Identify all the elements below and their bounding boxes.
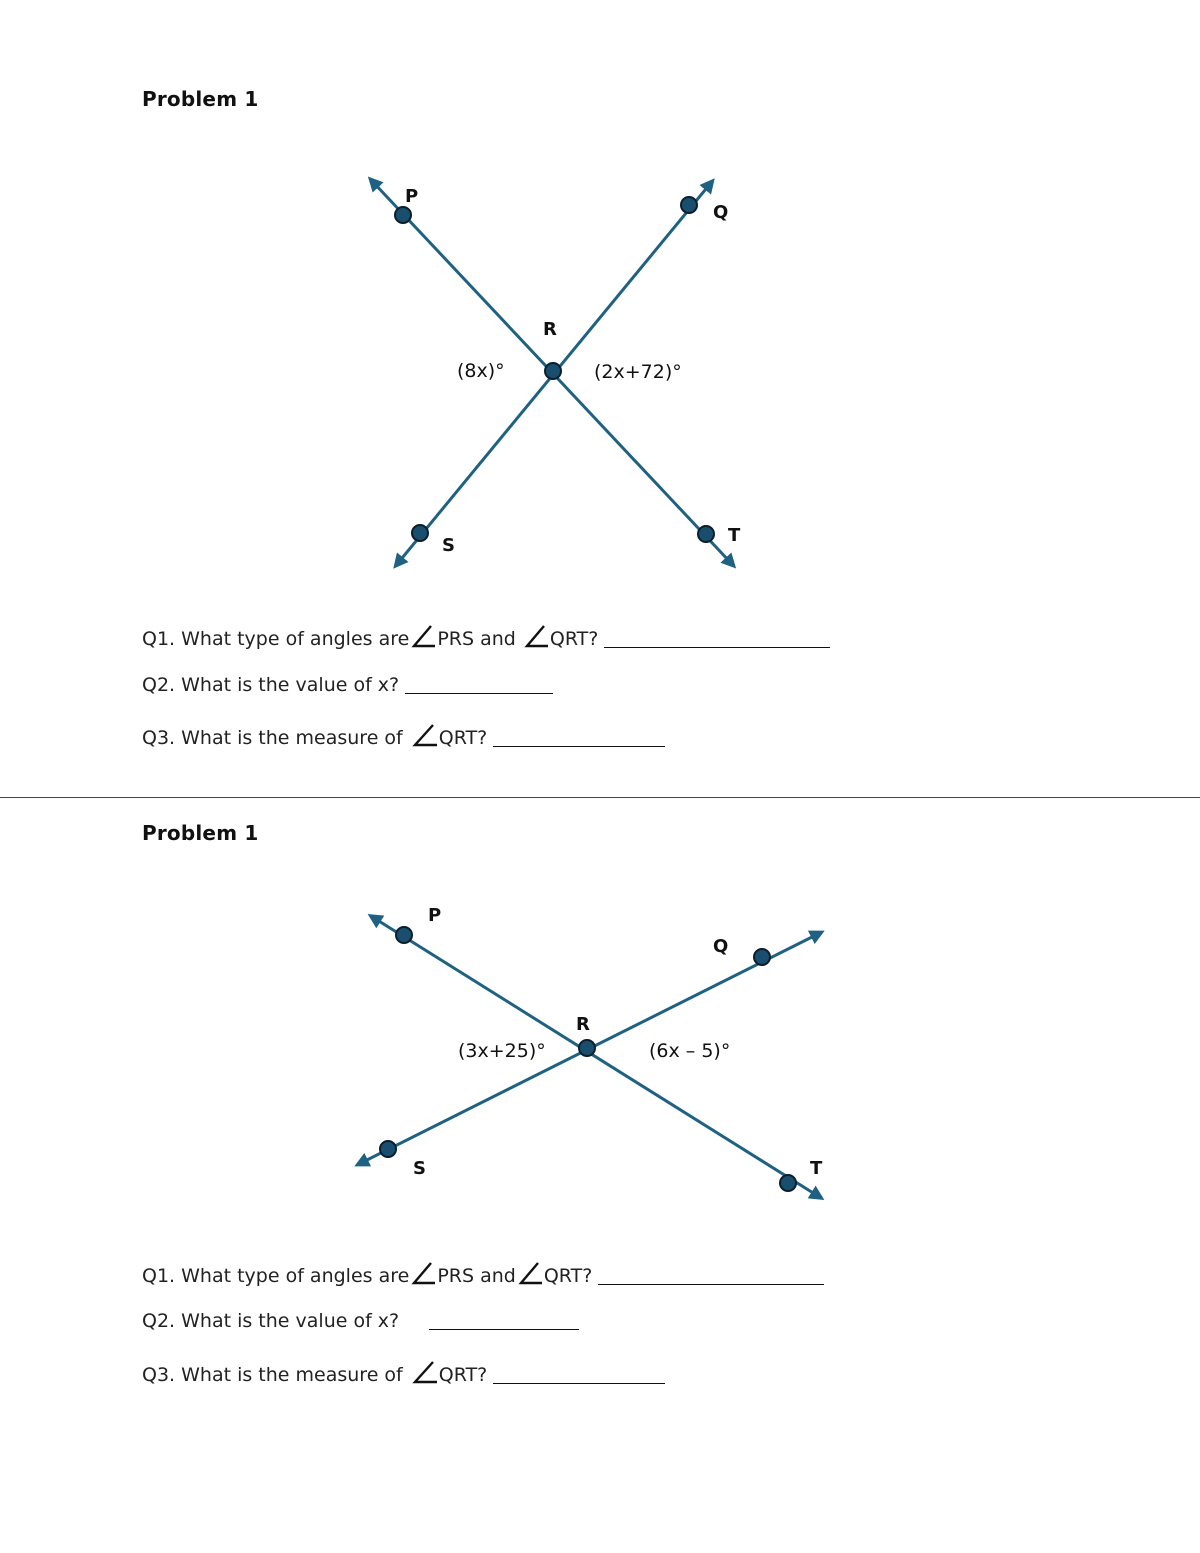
problem-title: Problem 1 (142, 821, 259, 845)
label-p: P (428, 905, 442, 926)
label-r: R (576, 1014, 590, 1035)
point-t (780, 1175, 796, 1191)
label-q: Q (713, 936, 729, 957)
angle-icon (518, 1261, 542, 1285)
line-pt (374, 918, 818, 1196)
label-s: S (413, 1158, 426, 1179)
angle-label-right: (2x+72)° (594, 361, 682, 383)
angle-label-left: (3x+25)° (458, 1040, 546, 1062)
answer-blank[interactable] (598, 1266, 824, 1285)
point-q (754, 949, 770, 965)
angle-icon (411, 1360, 437, 1384)
angle-label-left: (8x)° (457, 360, 505, 382)
question-1: Q1. What type of angles are PRS and QRT? (142, 624, 830, 650)
question-3: Q3. What is the measure of QRT? (142, 1360, 665, 1386)
question-2: Q2. What is the value of x? (142, 1310, 579, 1332)
question-2: Q2. What is the value of x? (142, 674, 553, 696)
answer-blank[interactable] (429, 1311, 579, 1330)
label-s: S (442, 535, 455, 556)
label-t: T (810, 1158, 823, 1179)
angle-icon (411, 1261, 435, 1285)
label-t: T (728, 525, 741, 546)
problem-title: Problem 1 (142, 87, 259, 111)
point-r (579, 1040, 595, 1056)
label-q: Q (713, 202, 729, 223)
point-s (380, 1141, 396, 1157)
label-r: R (543, 319, 557, 340)
question-3: Q3. What is the measure of QRT? (142, 723, 665, 749)
question-1: Q1. What type of angles are PRS and QRT? (142, 1261, 824, 1287)
point-p (396, 927, 412, 943)
label-p: P (405, 186, 419, 207)
answer-blank[interactable] (493, 1365, 665, 1384)
angle-label-right: (6x – 5)° (649, 1040, 731, 1062)
